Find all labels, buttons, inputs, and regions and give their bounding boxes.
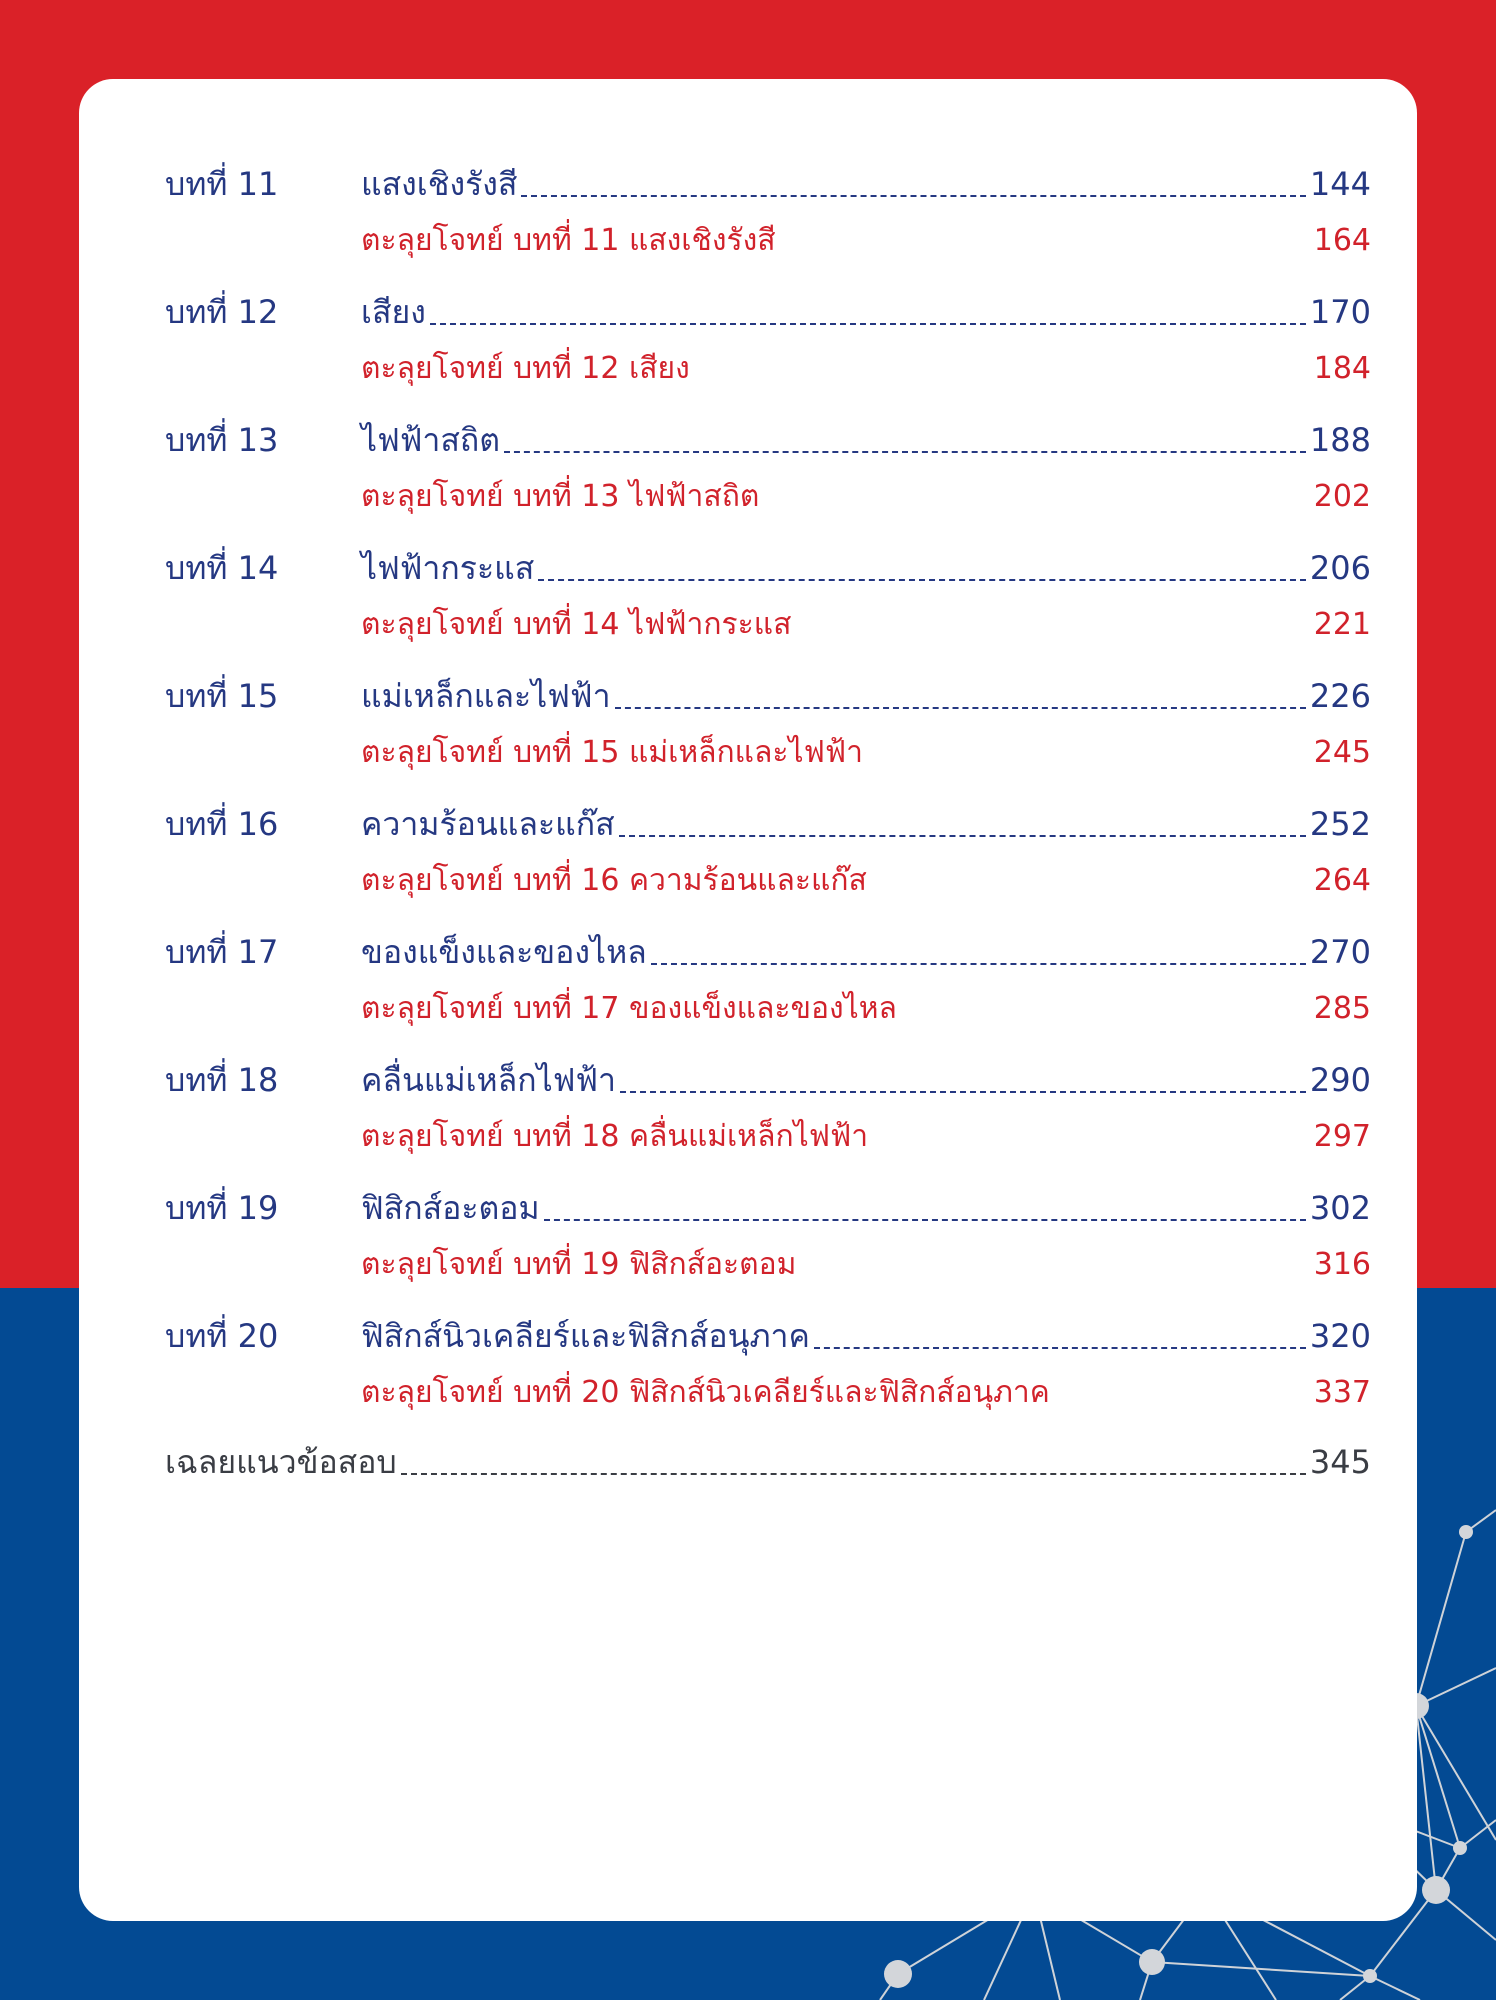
chapter-line[interactable] [165, 1180, 1371, 1236]
chapter-line[interactable] [165, 1052, 1371, 1108]
toc-entry [165, 412, 1371, 524]
chapter-title: แม่เหล็กและไฟฟ้า [361, 676, 611, 715]
exercise-line[interactable] [165, 724, 1371, 780]
exercise-title: ตะลุยโจทย์ บทที่ 11 แสงเชิงรังสี [361, 222, 776, 258]
chapter-line[interactable] [165, 924, 1371, 980]
chapter-number: บทที่ 19 [165, 1188, 279, 1227]
exercise-line[interactable] [165, 596, 1371, 652]
exercise-page-number: 264 [1313, 862, 1371, 898]
chapter-title: ของแข็งและของไหล [361, 932, 647, 971]
chapter-title: เสียง [361, 292, 426, 331]
answer-key-line[interactable] [165, 1434, 1371, 1490]
chapter-page-number: 320 [1309, 1317, 1371, 1355]
chapter-page-number: 144 [1309, 165, 1371, 203]
exercise-title: ตะลุยโจทย์ บทที่ 20 ฟิสิกส์นิวเคลียร์และฟิสิกส์อนุภาค [361, 1374, 1050, 1410]
chapter-number: บทที่ 18 [165, 1060, 279, 1099]
chapter-number: บทที่ 20 [165, 1316, 279, 1355]
chapter-number: บทที่ 14 [165, 548, 279, 587]
chapter-line[interactable] [165, 284, 1371, 340]
chapter-line[interactable] [165, 668, 1371, 724]
toc-card [79, 79, 1417, 1921]
chapter-line[interactable] [165, 1308, 1371, 1364]
chapter-title: ไฟฟ้าสถิต [361, 420, 501, 459]
chapter-page-number: 206 [1309, 549, 1371, 587]
toc-entry [165, 540, 1371, 652]
chapter-page-number: 302 [1309, 1189, 1371, 1227]
dotted-leader [504, 451, 1306, 453]
dotted-leader [521, 195, 1306, 197]
toc-entry [165, 924, 1371, 1036]
chapter-number: บทที่ 13 [165, 420, 279, 459]
exercise-line[interactable] [165, 340, 1371, 396]
chapter-page-number: 226 [1309, 677, 1371, 715]
chapter-page-number: 188 [1309, 421, 1371, 459]
chapter-line[interactable] [165, 412, 1371, 468]
toc-entry [165, 668, 1371, 780]
chapter-title: ฟิสิกส์นิวเคลียร์และฟิสิกส์อนุภาค [361, 1316, 810, 1355]
chapter-number: บทที่ 12 [165, 292, 279, 331]
chapter-title: ความร้อนและแก๊ส [361, 804, 615, 843]
exercise-line[interactable] [165, 980, 1371, 1036]
dotted-leader [544, 1219, 1306, 1221]
exercise-title: ตะลุยโจทย์ บทที่ 12 เสียง [361, 350, 690, 386]
chapter-number: บทที่ 11 [165, 164, 279, 203]
chapter-line[interactable] [165, 796, 1371, 852]
dotted-leader [619, 835, 1306, 837]
toc-entry [165, 1052, 1371, 1164]
exercise-page-number: 164 [1313, 222, 1371, 258]
chapter-page-number: 252 [1309, 805, 1371, 843]
chapter-line[interactable] [165, 156, 1371, 212]
exercise-title: ตะลุยโจทย์ บทที่ 17 ของแข็งและของไหล [361, 990, 897, 1026]
toc-entry [165, 156, 1371, 268]
chapter-page-number: 170 [1309, 293, 1371, 331]
exercise-line[interactable] [165, 468, 1371, 524]
exercise-page-number: 245 [1313, 734, 1371, 770]
exercise-page-number: 285 [1313, 990, 1371, 1026]
exercise-page-number: 316 [1313, 1246, 1371, 1282]
chapter-title: ฟิสิกส์อะตอม [361, 1188, 540, 1227]
chapter-title: คลื่นแม่เหล็กไฟฟ้า [361, 1060, 616, 1099]
exercise-line[interactable] [165, 852, 1371, 908]
chapter-page-number: 270 [1309, 933, 1371, 971]
exercise-page-number: 202 [1313, 478, 1371, 514]
exercise-page-number: 184 [1313, 350, 1371, 386]
chapter-title: ไฟฟ้ากระแส [361, 548, 535, 587]
exercise-title: ตะลุยโจทย์ บทที่ 15 แม่เหล็กและไฟฟ้า [361, 734, 863, 770]
exercise-title: ตะลุยโจทย์ บทที่ 13 ไฟฟ้าสถิต [361, 478, 760, 514]
exercise-title: ตะลุยโจทย์ บทที่ 19 ฟิสิกส์อะตอม [361, 1246, 797, 1282]
toc-entry [165, 1308, 1371, 1420]
chapter-number: บทที่ 15 [165, 676, 279, 715]
exercise-page-number: 337 [1313, 1374, 1371, 1410]
exercise-line[interactable] [165, 1108, 1371, 1164]
dotted-leader [430, 323, 1306, 325]
chapter-page-number: 290 [1309, 1061, 1371, 1099]
exercise-page-number: 297 [1313, 1118, 1371, 1154]
table-of-contents [165, 156, 1371, 1490]
dotted-leader [651, 963, 1306, 965]
chapter-title: แสงเชิงรังสี [361, 164, 518, 203]
toc-entry [165, 1180, 1371, 1292]
chapter-number: บทที่ 16 [165, 804, 279, 843]
exercise-title: ตะลุยโจทย์ บทที่ 16 ความร้อนและแก๊ส [361, 862, 867, 898]
exercise-title: ตะลุยโจทย์ บทที่ 18 คลื่นแม่เหล็กไฟฟ้า [361, 1118, 869, 1154]
exercise-page-number: 221 [1313, 606, 1371, 642]
dotted-leader [538, 579, 1306, 581]
answer-key-title: เฉลยแนวข้อสอบ [165, 1442, 397, 1481]
chapter-number: บทที่ 17 [165, 932, 279, 971]
dotted-leader [620, 1091, 1306, 1093]
exercise-line[interactable] [165, 212, 1371, 268]
answer-key-page-number: 345 [1309, 1443, 1371, 1481]
dotted-leader [814, 1347, 1306, 1349]
toc-entry [165, 284, 1371, 396]
dotted-leader [401, 1473, 1306, 1475]
exercise-title: ตะลุยโจทย์ บทที่ 14 ไฟฟ้ากระแส [361, 606, 792, 642]
dotted-leader [615, 707, 1306, 709]
exercise-line[interactable] [165, 1364, 1371, 1420]
chapter-line[interactable] [165, 540, 1371, 596]
toc-entry [165, 796, 1371, 908]
exercise-line[interactable] [165, 1236, 1371, 1292]
